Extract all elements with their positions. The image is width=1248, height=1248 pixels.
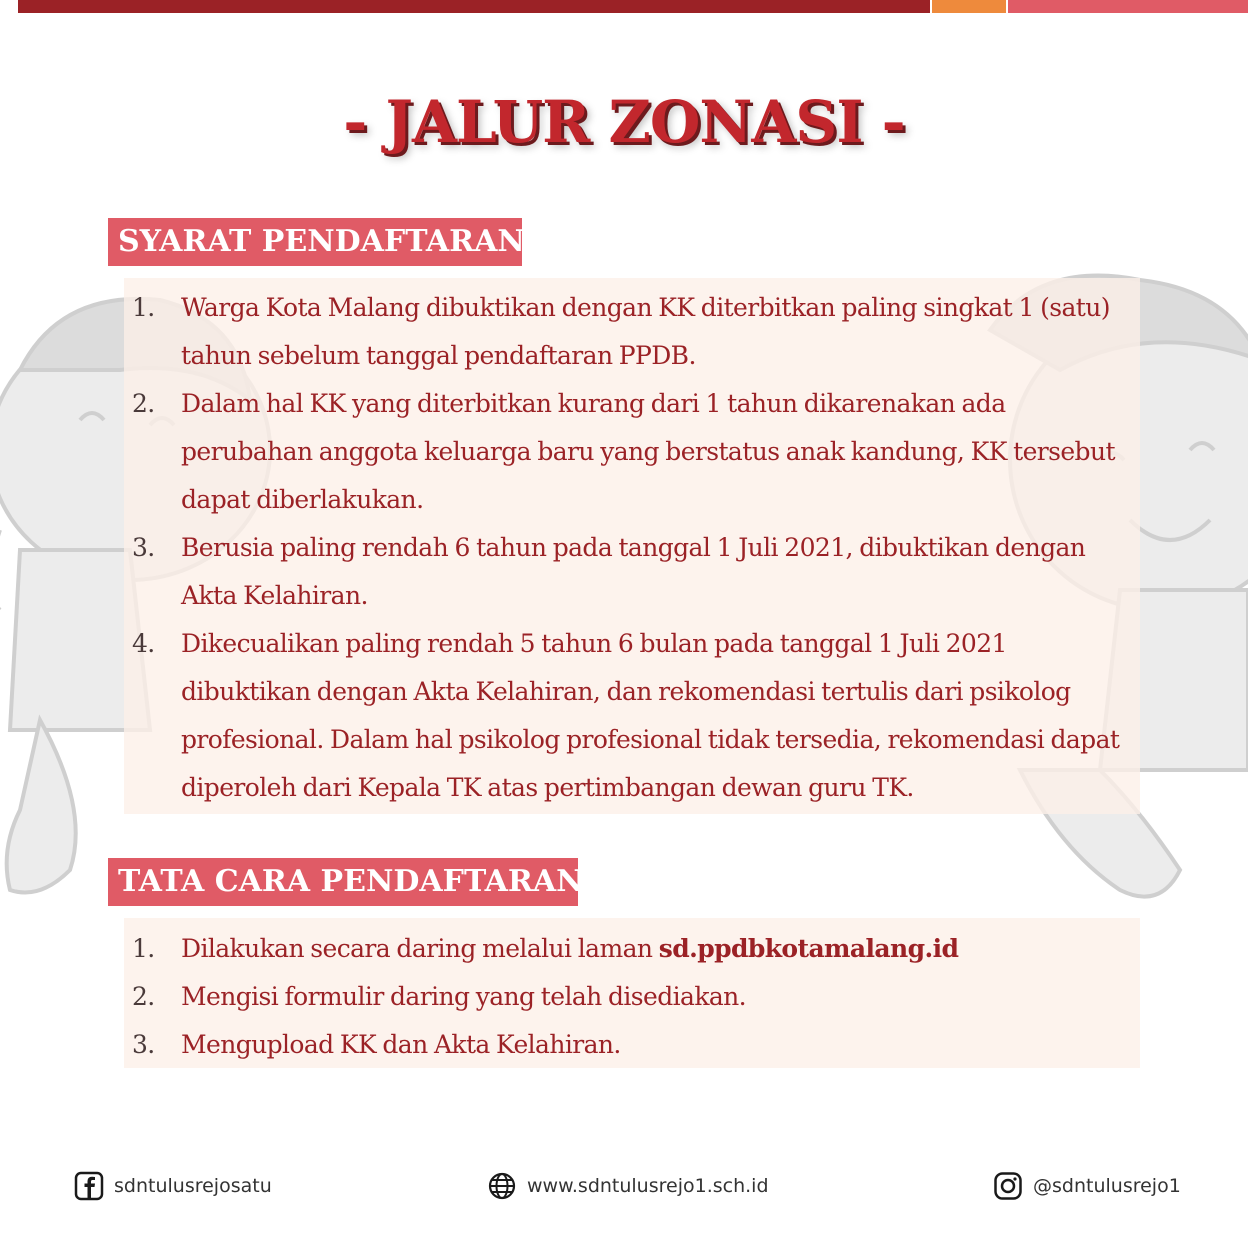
- list-text: [181, 925, 1132, 973]
- list-item: [132, 925, 1132, 973]
- footer-facebook[interactable]: [74, 1168, 272, 1204]
- syarat-list: [132, 284, 1132, 812]
- list-item: [132, 1021, 1132, 1069]
- list-item: [132, 620, 1132, 812]
- list-item: [132, 284, 1132, 380]
- facebook-icon: [74, 1171, 104, 1201]
- instagram-label: @sdntulusrejo1: [1033, 1175, 1181, 1197]
- list-text: Mengisi formulir daring yang telah disediakan.: [181, 982, 747, 1011]
- top-color-bar: [0, 0, 1248, 13]
- list-item: [132, 973, 1132, 1021]
- footer-instagram[interactable]: [993, 1168, 1181, 1204]
- syarat-pendaftaran-heading: SYARAT PENDAFTARAN: [108, 218, 522, 266]
- website-label: www.sdntulusrejo1.sch.id: [527, 1175, 769, 1197]
- footer-website[interactable]: [487, 1168, 769, 1204]
- top-bar-dark-segment: [18, 0, 930, 13]
- facebook-label: sdntulusrejosatu: [114, 1175, 272, 1197]
- instagram-icon: [993, 1171, 1023, 1201]
- list-item: [132, 380, 1132, 524]
- top-bar-orange-segment: [932, 0, 1006, 13]
- top-bar-pink-segment: [1008, 0, 1248, 13]
- list-text-prefix: Dilakukan secara daring melalui laman: [181, 934, 659, 963]
- list-number: 2.: [132, 389, 155, 418]
- list-text: Dikecualikan paling rendah 5 tahun 6 bulan pada tanggal 1 Juli 2021 dibuktikan dengan Akta Kelahiran, dan rekomendasi tertulis dari psikolog profesional. Dalam hal psikolog profesional tidak tersedia, rekomendasi dapat diperoleh dari Kepala TK atas pertimbangan dewan guru TK.: [181, 629, 1120, 802]
- list-number: 3.: [132, 533, 155, 562]
- footer: [0, 1168, 1248, 1208]
- tata-cara-list: [132, 925, 1132, 1069]
- list-text: Warga Kota Malang dibuktikan dengan KK diterbitkan paling singkat 1 (satu) tahun sebelum tanggal pendaftaran PPDB.: [181, 293, 1110, 370]
- list-text: Dalam hal KK yang diterbitkan kurang dari 1 tahun dikarenakan ada perubahan anggota keluarga baru yang berstatus anak kandung, KK tersebut dapat diberlakukan.: [181, 389, 1115, 514]
- list-text: Mengupload KK dan Akta Kelahiran.: [181, 1030, 621, 1059]
- list-number: 2.: [132, 982, 155, 1011]
- list-number: 1.: [132, 934, 155, 963]
- list-item: [132, 524, 1132, 620]
- list-number: 3.: [132, 1030, 155, 1059]
- list-number: 4.: [132, 629, 155, 658]
- globe-icon: [487, 1171, 517, 1201]
- list-text: Berusia paling rendah 6 tahun pada tanggal 1 Juli 2021, dibuktikan dengan Akta Kelahiran.: [181, 533, 1086, 610]
- tata-cara-heading: TATA CARA PENDAFTARAN: [108, 858, 578, 906]
- ppdb-link[interactable]: sd.ppdbkotamalang.id: [658, 934, 959, 963]
- page-title: - JALUR ZONASI -: [343, 88, 905, 156]
- list-number: 1.: [132, 293, 155, 322]
